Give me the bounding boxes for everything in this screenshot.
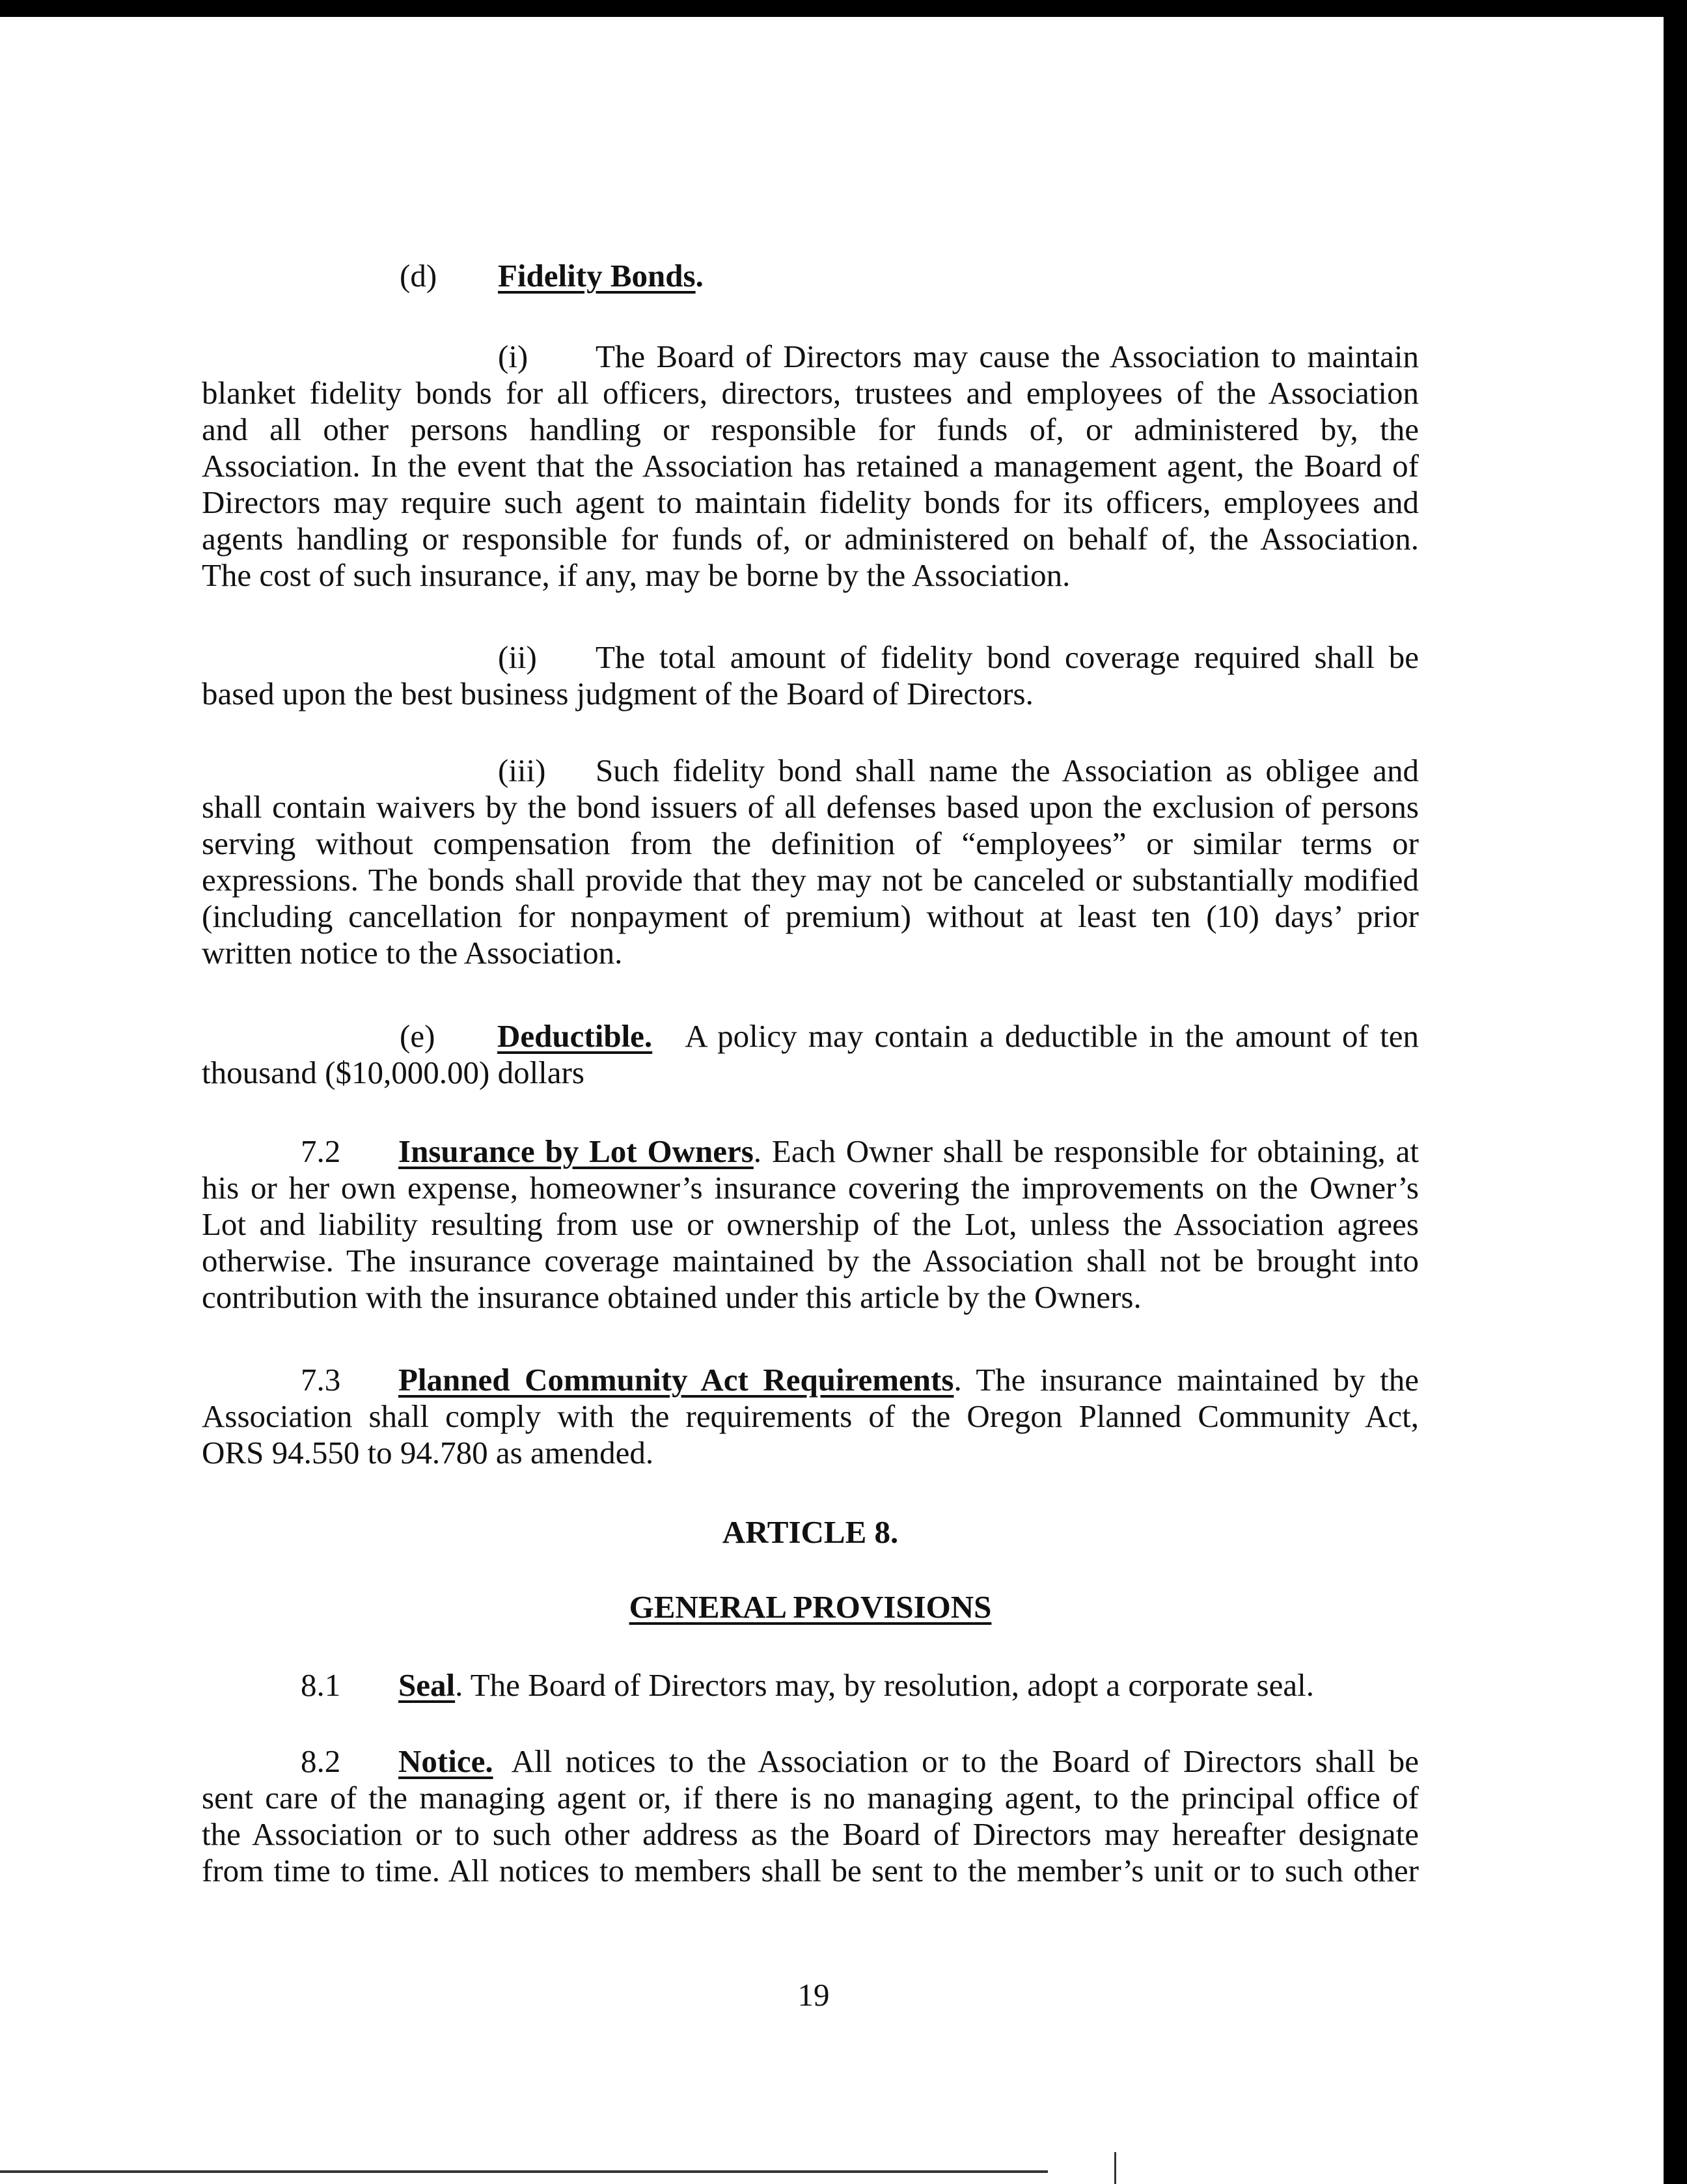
section-7-3-number: 7.3 — [301, 1362, 341, 1398]
section-8-1-number: 8.1 — [301, 1667, 341, 1703]
paragraph-d-ii-first-line — [202, 639, 1419, 676]
paragraph-d-i-line: agents handling or responsible for funds of, or administered on behalf of, the Association. — [202, 521, 1419, 557]
paragraph-d-ii-number: (ii) — [498, 639, 537, 675]
section-8-1-lead: . The Board of Directors may, by resolution, adopt a corporate seal. — [455, 1667, 1314, 1703]
paragraph-d-iii — [202, 753, 1419, 971]
section-d-number: (d) — [400, 258, 437, 294]
paragraph-e-first-line — [202, 1018, 1419, 1055]
paragraph-d-iii-line: (including cancellation for nonpayment of premium) without at least ten (10) days’ prior — [202, 898, 1419, 934]
paragraph-e-lead: A policy may contain a deductible in the amount of ten — [685, 1018, 1419, 1054]
paragraph-d-ii-lead: The total amount of fidelity bond coverage required shall be — [596, 639, 1419, 675]
section-8-1-first-line — [202, 1667, 1419, 1704]
paragraph-d-iii-line: expressions. The bonds shall provide that they may not be canceled or substantially modified — [202, 862, 1419, 898]
section-7-3-line: ORS 94.550 to 94.780 as amended. — [202, 1435, 654, 1471]
paragraph-d-i-line: blanket fidelity bonds for all officers, directors, trustees and employees of the Association — [202, 375, 1419, 411]
paragraph-d-i — [202, 339, 1419, 594]
section-8-2-title: Notice. — [398, 1743, 493, 1779]
article-title: GENERAL PROVISIONS — [629, 1589, 992, 1625]
paragraph-d-i-line: Directors may require such agent to maintain fidelity bonds for its officers, employees and — [202, 484, 1419, 520]
section-7-3-lead: . The insurance maintained by the — [953, 1362, 1419, 1398]
section-8-1-title: Seal — [398, 1667, 456, 1703]
section-d-period: . — [695, 258, 704, 294]
section-7-2-lead: . Each Owner shall be responsible for obtaining, at — [753, 1133, 1419, 1169]
section-7-3-title: Planned Community Act Requirements — [398, 1362, 954, 1398]
paragraph-d-iii-number: (iii) — [498, 753, 546, 788]
section-d-title: Fidelity Bonds — [498, 258, 696, 294]
section-7-2-title: Insurance by Lot Owners — [398, 1133, 754, 1169]
section-8-2-line: sent care of the managing agent or, if there is no managing agent, to the principal office of — [202, 1780, 1419, 1816]
section-7-3 — [202, 1362, 1419, 1471]
paragraph-d-iii-first-line — [202, 753, 1419, 789]
article-title-wrap — [202, 1589, 1419, 1625]
section-7-2-line: otherwise. The insurance coverage maintained by the Association shall not be brought into — [202, 1243, 1419, 1279]
paragraph-e — [202, 1018, 1419, 1091]
paragraph-d-iii-line: shall contain waivers by the bond issuers of all defenses based upon the exclusion of persons — [202, 789, 1419, 825]
section-7-2 — [202, 1133, 1419, 1316]
paragraph-d-ii-line: based upon the best business judgment of the Board of Directors. — [202, 676, 1034, 712]
section-7-2-line: Lot and liability resulting from use or ownership of the Lot, unless the Association agrees — [202, 1206, 1419, 1242]
section-8-2-lead: All notices to the Association or to the Board of Directors shall be — [511, 1743, 1419, 1779]
paragraph-d-iii-lead: Such fidelity bond shall name the Association as obligee and — [596, 753, 1419, 788]
paragraph-d-ii — [202, 639, 1419, 712]
section-8-1 — [202, 1667, 1419, 1704]
article-number: ARTICLE 8. — [722, 1514, 899, 1550]
paragraph-d-iii-line: serving without compensation from the definition of “employees” or similar terms or — [202, 825, 1419, 861]
paragraph-d-i-number: (i) — [498, 339, 528, 374]
section-8-2-line: from time to time. All notices to members shall be sent to the member’s unit or to such other — [202, 1853, 1419, 1888]
paragraph-d-i-first-line — [202, 339, 1419, 375]
paragraph-d-i-line: Association. In the event that the Association has retained a management agent, the Board of — [202, 448, 1419, 484]
paragraph-e-number: (e) — [400, 1018, 435, 1054]
section-8-2 — [202, 1743, 1419, 1889]
section-7-2-number: 7.2 — [301, 1133, 341, 1169]
section-8-2-number: 8.2 — [301, 1743, 341, 1779]
document-page — [0, 17, 1664, 2184]
section-7-2-line: contribution with the insurance obtained under this article by the Owners. — [202, 1279, 1142, 1315]
paragraph-d-i-lead: The Board of Directors may cause the Association to maintain — [596, 339, 1419, 374]
section-8-2-line: the Association or to such other address as the Board of Directors may hereafter designate — [202, 1816, 1419, 1852]
paragraph-e-title: Deductible. — [497, 1018, 653, 1054]
section-d-heading — [498, 258, 704, 294]
section-8-2-first-line — [202, 1743, 1419, 1780]
paragraph-d-i-line: The cost of such insurance, if any, may be borne by the Association. — [202, 557, 1071, 593]
section-7-2-line: his or her own expense, homeowner’s insurance covering the improvements on the Owner’s — [202, 1170, 1419, 1206]
paragraph-d-i-line: and all other persons handling or responsible for funds of, or administered by, the — [202, 411, 1419, 447]
paragraph-d-iii-line: written notice to the Association. — [202, 935, 623, 971]
section-7-3-line: Association shall comply with the requirements of the Oregon Planned Community Act, — [202, 1398, 1419, 1434]
scan-artifact-tick — [1114, 2152, 1116, 2184]
page-number: 19 — [797, 1977, 830, 2013]
paragraph-e-line: thousand ($10,000.00) dollars — [202, 1055, 584, 1090]
section-7-2-first-line — [202, 1133, 1419, 1170]
section-7-3-first-line — [202, 1362, 1419, 1398]
scan-artifact-line — [0, 2170, 1048, 2173]
